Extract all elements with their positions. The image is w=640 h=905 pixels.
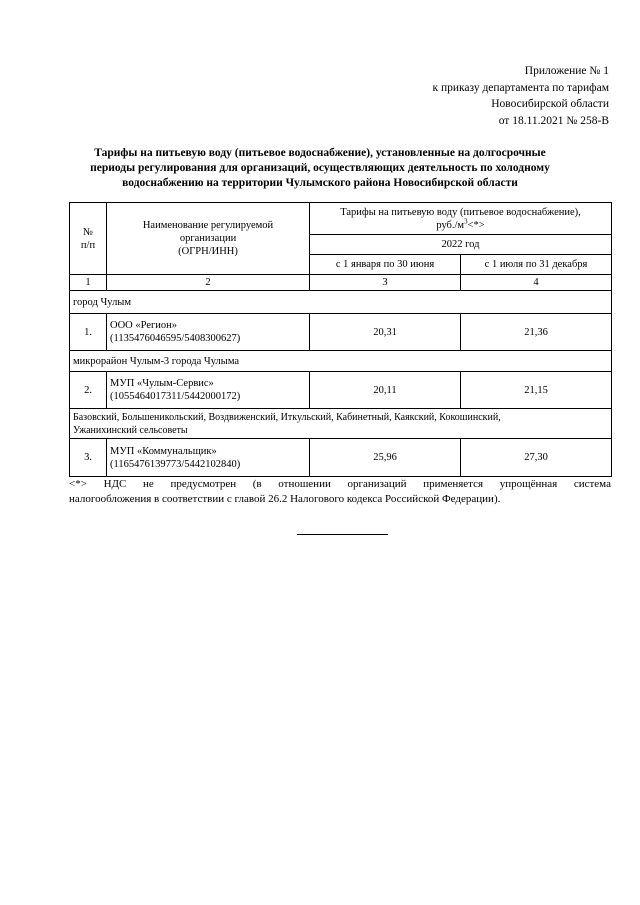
col-number-2: 2 (107, 275, 310, 291)
tariff-unit-sup: 3 (464, 217, 468, 225)
annex-order-ref: к приказу департамента по тарифам (432, 81, 609, 94)
footnote-word: НДС (103, 478, 127, 490)
tariff-h2: 21,15 (461, 372, 612, 409)
row-num: 2. (70, 372, 107, 409)
col-number-4: 4 (461, 275, 612, 291)
org-name: МУП «Коммунальщик» (110, 445, 217, 457)
header-num-line-2: п/п (80, 239, 96, 251)
org-cell (107, 439, 310, 477)
header-org (107, 203, 310, 275)
area-line-1: Базовский, Большеникольский, Воздвиженский, Иткульский, Кабинетный, Каякский, Кокошинский, (73, 411, 501, 423)
col-number-3: 3 (310, 275, 461, 291)
vat-footnote (69, 477, 611, 507)
header-org-line-3: (ОГРН/ИНН) (178, 246, 238, 257)
header-period-2: с 1 июля по 31 декабря (461, 255, 612, 275)
tariff-note-mark: <*> (467, 219, 485, 231)
header-tariffs-line-1: Тарифы на питьевую воду (питьевое водоснабжение), (340, 206, 581, 218)
org-ids: (1055464017311/5442000172) (110, 391, 241, 402)
tariff-h2: 27,30 (461, 439, 612, 477)
header-num (70, 203, 107, 275)
footnote-word: предусмотрен (170, 478, 237, 490)
area-row: город Чулым (70, 291, 612, 314)
org-name: МУП «Чулым-Сервис» (110, 378, 214, 389)
table-row (70, 314, 612, 351)
org-cell (107, 372, 310, 409)
area-row (70, 409, 612, 439)
footnote-line-2: налогообложения в соответствии с главой 26.2 Налогового кодекса Российской Федерации). (69, 493, 501, 505)
footnote-word: упрощённая (499, 478, 558, 490)
org-name: ООО «Регион» (110, 320, 178, 331)
annex-number: Приложение № 1 (524, 65, 609, 77)
footnote-word: (в (252, 478, 262, 490)
footnote-word: не (143, 478, 154, 490)
header-org-line-1: Наименование регулируемой (142, 220, 274, 231)
end-separator-line (297, 534, 388, 535)
footnote-line-1 (69, 477, 611, 492)
header-period-1: с 1 января по 30 июня (310, 255, 461, 275)
tariff-table (69, 202, 612, 477)
header-num-line-1: № (82, 226, 94, 238)
area-row: микрорайон Чулым-3 города Чулыма (70, 351, 612, 372)
org-ids: (1165476139773/5442102840) (110, 458, 241, 470)
annex-header (279, 63, 609, 129)
row-num: 1. (70, 314, 107, 351)
footnote-word: отношении (278, 478, 331, 490)
header-tariffs-unit (313, 219, 608, 232)
table-row (70, 439, 612, 477)
footnote-word: применяется (423, 478, 484, 490)
header-year: 2022 год (310, 235, 612, 255)
footnote-word: <*> (69, 478, 87, 490)
document-title (70, 146, 570, 191)
tariff-h1: 20,31 (310, 314, 461, 351)
tariff-unit: руб./м (436, 219, 465, 231)
col-number-1: 1 (70, 275, 107, 291)
tariff-h2: 21,36 (461, 314, 612, 351)
annex-date: от 18.11.2021 № 258-В (498, 114, 609, 127)
title-line-1: Тарифы на питьевую воду (питьевое водоснабжение), установленные на долгосрочные (94, 147, 546, 159)
tariff-h1: 25,96 (310, 439, 461, 477)
annex-region: Новосибирской области (491, 98, 609, 110)
row-num: 3. (70, 439, 107, 477)
header-tariffs (310, 203, 612, 235)
footnote-word: организаций (347, 478, 407, 490)
title-line-3: водоснабжению на территории Чулымского района Новосибирской области (122, 177, 518, 189)
footnote-word: система (573, 478, 611, 490)
table-row (70, 372, 612, 409)
tariff-h1: 20,11 (310, 372, 461, 409)
area-line-2: Ужанихинский сельсоветы (73, 424, 188, 436)
title-line-2: периоды регулирования для организаций, осуществляющих деятельность по холодному (90, 162, 550, 174)
org-cell (107, 314, 310, 351)
org-ids: (1135476046595/5408300627) (110, 333, 241, 344)
header-org-line-2: организации (179, 233, 237, 244)
